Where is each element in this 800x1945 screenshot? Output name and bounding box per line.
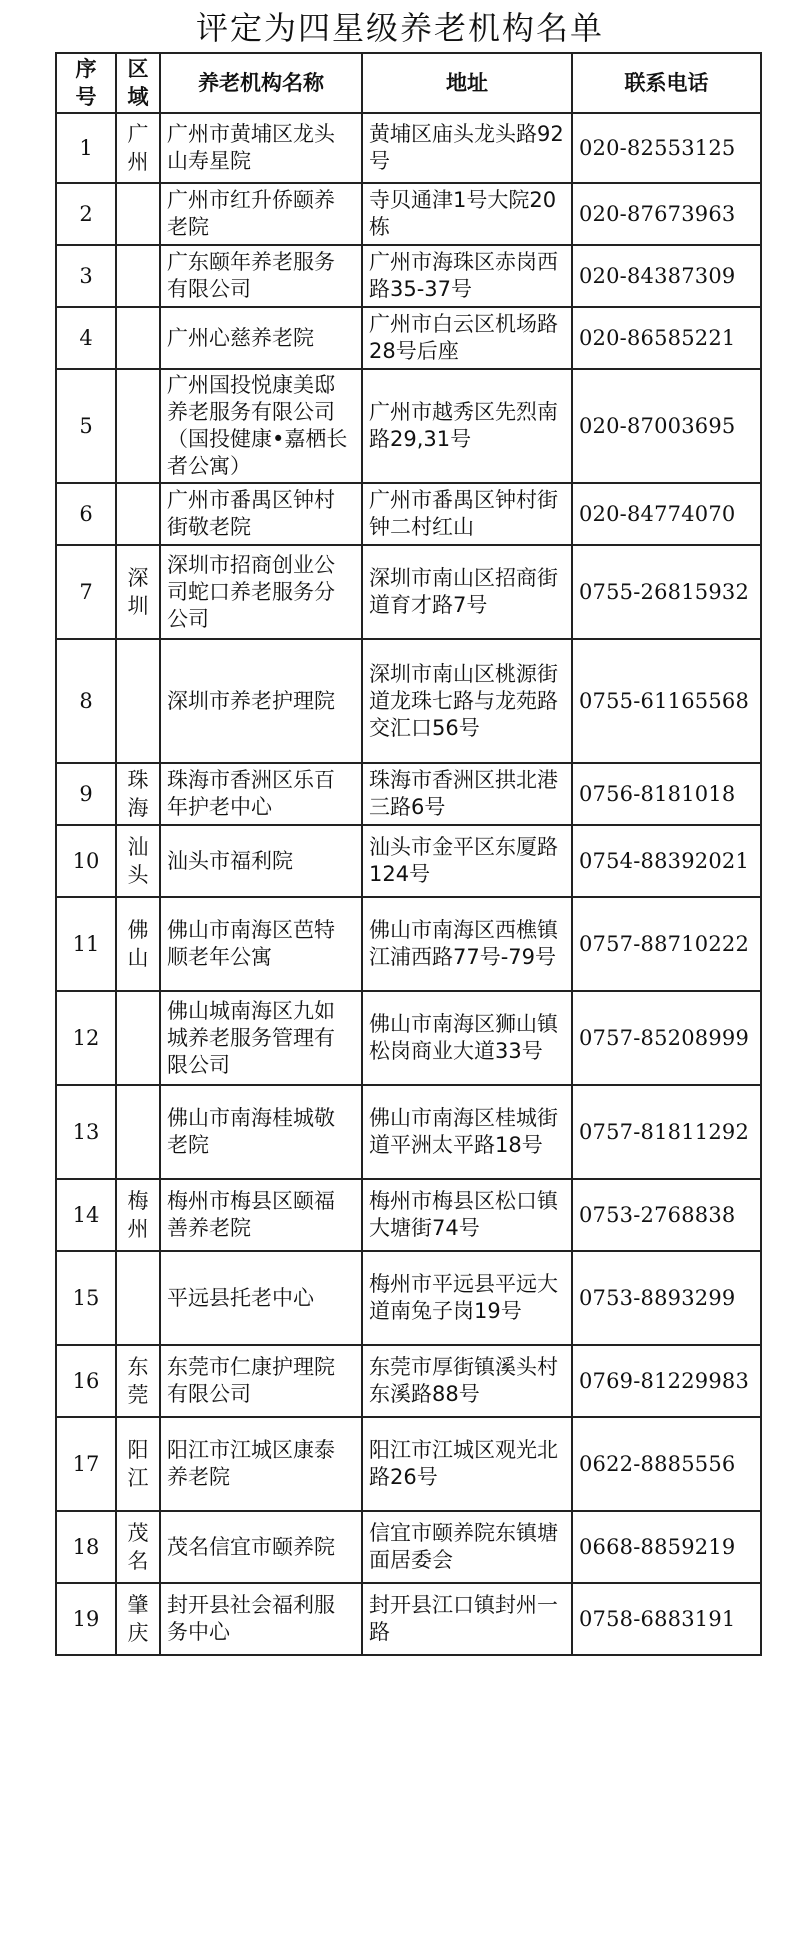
row-phone: 0755-61165568	[572, 639, 761, 763]
table-row	[56, 245, 761, 307]
row-region-text: 佛山	[127, 918, 149, 970]
row-region	[116, 1345, 160, 1417]
header-region-line1: 区	[127, 57, 149, 81]
row-phone: 020-87003695	[572, 369, 761, 483]
header-region-line2: 域	[127, 85, 149, 109]
row-phone: 0753-2768838	[572, 1179, 761, 1251]
row-region-text: 深圳	[127, 566, 149, 618]
row-region	[116, 639, 160, 763]
row-address: 信宜市颐养院东镇塘面居委会	[362, 1511, 572, 1583]
row-institution-name: 广州国投悦康美邸养老服务有限公司（国投健康•嘉栖长者公寓）	[160, 369, 362, 483]
table-row	[56, 1417, 761, 1511]
row-index: 13	[56, 1085, 116, 1179]
row-address: 黄埔区庙头龙头路92号	[362, 113, 572, 183]
row-region	[116, 991, 160, 1085]
row-address: 佛山市南海区西樵镇江浦西路77号-79号	[362, 897, 572, 991]
row-index: 19	[56, 1583, 116, 1655]
row-phone: 020-84387309	[572, 245, 761, 307]
row-institution-name: 平远县托老中心	[160, 1251, 362, 1345]
table-row	[56, 1345, 761, 1417]
row-phone: 0758-6883191	[572, 1583, 761, 1655]
row-institution-name: 东莞市仁康护理院有限公司	[160, 1345, 362, 1417]
row-region-text: 广州	[127, 122, 149, 174]
row-index: 8	[56, 639, 116, 763]
table-body	[56, 113, 761, 1655]
row-phone: 0757-81811292	[572, 1085, 761, 1179]
row-phone: 0756-8181018	[572, 763, 761, 825]
header-index-line2: 号	[75, 85, 97, 109]
row-region	[116, 483, 160, 545]
table-header-row	[56, 53, 761, 113]
row-institution-name: 深圳市招商创业公司蛇口养老服务分公司	[160, 545, 362, 639]
row-phone: 020-86585221	[572, 307, 761, 369]
header-index-line1: 序	[75, 57, 97, 81]
row-address: 梅州市梅县区松口镇大塘街74号	[362, 1179, 572, 1251]
row-region	[116, 1511, 160, 1583]
row-region	[116, 307, 160, 369]
row-index: 10	[56, 825, 116, 897]
row-region	[116, 897, 160, 991]
row-index: 4	[56, 307, 116, 369]
row-phone: 020-87673963	[572, 183, 761, 245]
header-index	[56, 53, 116, 113]
table-row	[56, 545, 761, 639]
table-row	[56, 1511, 761, 1583]
row-address: 广州市越秀区先烈南路29,31号	[362, 369, 572, 483]
row-institution-name: 梅州市梅县区颐福善养老院	[160, 1179, 362, 1251]
row-address: 广州市白云区机场路28号后座	[362, 307, 572, 369]
row-index: 9	[56, 763, 116, 825]
row-institution-name: 阳江市江城区康泰养老院	[160, 1417, 362, 1511]
row-address: 汕头市金平区东厦路124号	[362, 825, 572, 897]
row-region	[116, 1417, 160, 1511]
row-institution-name: 封开县社会福利服务中心	[160, 1583, 362, 1655]
header-region	[116, 53, 160, 113]
row-region-text: 肇庆	[127, 1593, 149, 1645]
row-institution-name: 广东颐年养老服务有限公司	[160, 245, 362, 307]
table-row	[56, 897, 761, 991]
row-index: 18	[56, 1511, 116, 1583]
row-index: 1	[56, 113, 116, 183]
table-row	[56, 113, 761, 183]
row-institution-name: 佛山市南海区芭特顺老年公寓	[160, 897, 362, 991]
row-address: 深圳市南山区桃源街道龙珠七路与龙苑路交汇口56号	[362, 639, 572, 763]
table-row	[56, 1583, 761, 1655]
row-address: 广州市海珠区赤岗西路35-37号	[362, 245, 572, 307]
row-address: 东莞市厚街镇溪头村东溪路88号	[362, 1345, 572, 1417]
table-row	[56, 639, 761, 763]
row-institution-name: 珠海市香洲区乐百年护老中心	[160, 763, 362, 825]
table-row	[56, 991, 761, 1085]
row-region	[116, 113, 160, 183]
table-row	[56, 183, 761, 245]
institution-table	[55, 52, 762, 1656]
row-institution-name: 广州心慈养老院	[160, 307, 362, 369]
row-institution-name: 广州市番禺区钟村街敬老院	[160, 483, 362, 545]
row-phone: 020-82553125	[572, 113, 761, 183]
row-institution-name: 深圳市养老护理院	[160, 639, 362, 763]
row-index: 15	[56, 1251, 116, 1345]
page-title: 评定为四星级养老机构名单	[195, 9, 604, 47]
row-index: 16	[56, 1345, 116, 1417]
row-region	[116, 1085, 160, 1179]
row-index: 11	[56, 897, 116, 991]
header-phone: 联系电话	[572, 53, 761, 113]
row-region-text: 阳江	[127, 1438, 149, 1490]
row-region	[116, 245, 160, 307]
row-institution-name: 佛山市南海桂城敬老院	[160, 1085, 362, 1179]
row-phone: 0757-88710222	[572, 897, 761, 991]
row-index: 6	[56, 483, 116, 545]
row-index: 3	[56, 245, 116, 307]
row-region	[116, 545, 160, 639]
row-address: 佛山市南海区狮山镇松岗商业大道33号	[362, 991, 572, 1085]
row-address: 寺贝通津1号大院20栋	[362, 183, 572, 245]
row-phone: 020-84774070	[572, 483, 761, 545]
row-region-text: 茂名	[127, 1521, 149, 1573]
table-row	[56, 483, 761, 545]
row-institution-name: 汕头市福利院	[160, 825, 362, 897]
row-region-text: 汕头	[127, 835, 149, 887]
row-address: 梅州市平远县平远大道南兔子岗19号	[362, 1251, 572, 1345]
row-index: 5	[56, 369, 116, 483]
row-region	[116, 763, 160, 825]
table-row	[56, 1179, 761, 1251]
row-phone: 0755-26815932	[572, 545, 761, 639]
table-row	[56, 1251, 761, 1345]
row-index: 12	[56, 991, 116, 1085]
row-phone: 0769-81229983	[572, 1345, 761, 1417]
row-region	[116, 183, 160, 245]
row-institution-name: 佛山城南海区九如城养老服务管理有限公司	[160, 991, 362, 1085]
row-address: 佛山市南海区桂城街道平洲太平路18号	[362, 1085, 572, 1179]
row-region	[116, 1179, 160, 1251]
row-region-text: 珠海	[127, 768, 149, 820]
header-name: 养老机构名称	[160, 53, 362, 113]
row-address: 阳江市江城区观光北路26号	[362, 1417, 572, 1511]
table-row	[56, 307, 761, 369]
row-region-text: 梅州	[127, 1189, 149, 1241]
table-row	[56, 763, 761, 825]
table-row	[56, 825, 761, 897]
row-phone: 0668-8859219	[572, 1511, 761, 1583]
row-region	[116, 1251, 160, 1345]
row-region	[116, 369, 160, 483]
row-phone: 0757-85208999	[572, 991, 761, 1085]
row-index: 17	[56, 1417, 116, 1511]
row-address: 珠海市香洲区拱北港三路6号	[362, 763, 572, 825]
row-phone: 0753-8893299	[572, 1251, 761, 1345]
row-index: 14	[56, 1179, 116, 1251]
table-row	[56, 1085, 761, 1179]
row-institution-name: 茂名信宜市颐养院	[160, 1511, 362, 1583]
row-region	[116, 1583, 160, 1655]
row-institution-name: 广州市红升侨颐养老院	[160, 183, 362, 245]
row-region-text: 东莞	[127, 1355, 149, 1407]
row-address: 封开县江口镇封州一路	[362, 1583, 572, 1655]
row-phone: 0754-88392021	[572, 825, 761, 897]
row-address: 广州市番禺区钟村街钟二村红山	[362, 483, 572, 545]
row-index: 2	[56, 183, 116, 245]
table-row	[56, 369, 761, 483]
header-address: 地址	[362, 53, 572, 113]
row-institution-name: 广州市黄埔区龙头山寿星院	[160, 113, 362, 183]
row-address: 深圳市南山区招商街道育才路7号	[362, 545, 572, 639]
row-region	[116, 825, 160, 897]
row-index: 7	[56, 545, 116, 639]
row-phone: 0622-8885556	[572, 1417, 761, 1511]
